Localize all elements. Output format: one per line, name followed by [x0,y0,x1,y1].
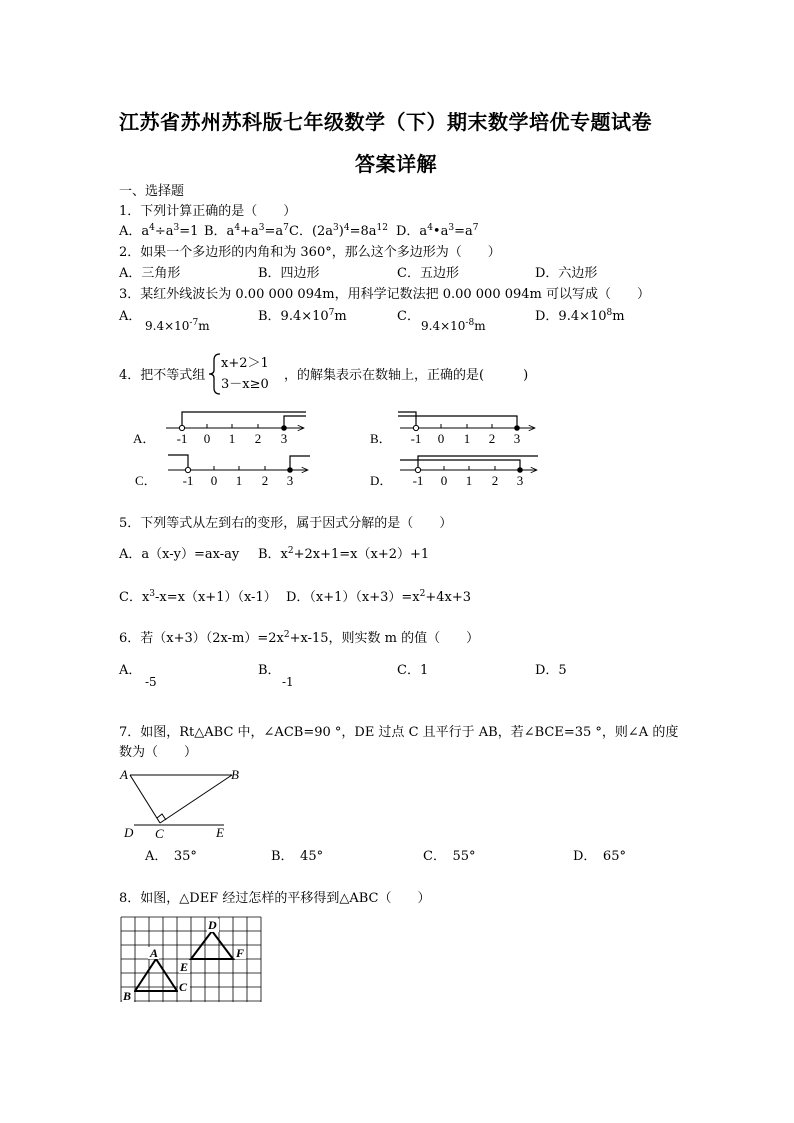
q5-option-d: D．$(x+1)(x+3)=x^2+4x+3$ [286,589,472,605]
q7-option-c: C． 55° [423,849,476,864]
q4-b-tick-2: 2 [488,431,496,446]
q4-number-lines [118,400,558,496]
section-heading: 一、选择题 [119,184,185,199]
q4-option-c-label: C． [135,473,157,488]
q4-c-tick--1: -1 [182,473,194,488]
document-subtitle: 答案详解 [355,152,437,176]
q8-point-d: D [208,918,217,932]
q6-option-c: C．1 [397,663,429,678]
q4-stem-prefix: 4．把不等式组 [119,368,206,383]
q8-point-e: E [180,960,189,974]
q1-option-c: C．$(2a^3)^4=8a^{12}$ [289,223,388,239]
q8-triangle-abc [135,959,177,991]
q4-b-tick-3: 3 [513,431,521,446]
q2-option-a: A．三角形 [119,266,181,281]
q8-point-b: B [123,989,132,1003]
q7-option-b: B． 45° [271,849,324,864]
q4-d-tick-0: 0 [440,473,448,488]
q2-option-b: B．四边形 [258,266,320,281]
q4-option-c [135,455,310,488]
q4-inequality-1: x+2＞1 [221,356,269,371]
q3-option-a-label: A． [119,309,142,324]
q4-c-tick-3: 3 [286,473,294,488]
q4-c-tick-0: 0 [210,473,218,488]
q7-point-e: E [216,825,224,840]
q2-stem: 2．如果一个多边形的内角和为 360°，那么这个多边形为（ ） [119,245,501,260]
q6-stem: 6．若$(x+3)(2x-m)=2x^2+x-15$，则实数 m 的值（ ） [119,630,480,646]
q4-d-tick-1: 1 [465,473,473,488]
q6-option-a-value: -5 [145,675,157,689]
q4-a-tick-2: 2 [254,431,262,446]
q4-a-tick-0: 0 [203,431,211,446]
q5-option-b: B．$x^2+2x+1=x(x+2)+1$ [258,546,430,562]
q7-point-d: D [124,825,134,840]
q4-option-d [370,456,538,488]
q7-point-b: B [231,767,239,782]
q7-option-a: A． 35° [145,849,197,864]
q4-a-tick-3: 3 [280,431,288,446]
q4-d-tick--1: -1 [412,473,424,488]
q6-option-d: D．5 [535,663,567,678]
q4-b-tick--1: -1 [410,431,422,446]
document-title: 江苏省苏州苏科版七年级数学（下）期末数学培优专题试卷 [119,110,652,134]
q4-b-tick-1: 1 [463,431,471,446]
q3-option-d: D．$9.4\times 10^8m$ [535,308,625,324]
q2-option-d: D．六边形 [535,266,598,281]
q7-stem-line-2: 数为（ ） [119,745,198,760]
q7-point-c: C [155,826,164,841]
q2-option-c: C．五边形 [397,266,459,281]
q4-d-tick-3: 3 [516,473,524,488]
q4-d-tick-2: 2 [491,473,499,488]
q3-stem: 3．某红外线波长为 0.00 000 094m，用科学记数法把 0.00 000 094m 可以写成（ ） [119,287,650,302]
q3-option-c-value: $9.4\times 10^{-8}m$ [421,318,486,333]
q1-option-a: A．$a^4\div a^3=1$ [119,223,199,239]
q4-inequality-2: 3－x≥0 [221,377,269,392]
q3-option-c-label: C． [397,309,420,324]
q8-point-a: A [150,946,159,960]
q6-option-b-label: B． [258,663,281,678]
q7-option-d: D． 65° [573,849,626,864]
q4-c-tick-1: 1 [235,473,243,488]
q4-a-tick-1: 1 [228,431,236,446]
q5-option-c: C．$x^3-x=x(x+1)(x-1)$ [119,589,277,605]
q5-stem: 5．下列等式从左到右的变形，属于因式分解的是（ ） [119,516,453,531]
q4-option-a-label: A． [133,431,156,446]
q1-stem: 1．下列计算正确的是（ ） [119,204,297,219]
q4-c-tick-2: 2 [261,473,269,488]
q4-a-tick--1: -1 [176,431,188,446]
q6-option-a-label: A． [119,663,142,678]
q8-stem: 8．如图，△DEF 经过怎样的平移得到△ABC（ ） [119,891,431,906]
q8-point-f: F [236,946,245,960]
q7-figure [112,764,240,842]
q7-stem-line-1: 7．如图，Rt△ABC 中，∠ACB=90 °，DE 过点 C 且平行于 AB，若∠BCE=35 °，则∠A 的度 [119,725,679,740]
q1-option-b: B．$a^4+a^3=a^7$ [204,223,289,239]
q7-point-a: A [120,767,128,782]
q4-option-b [370,412,535,446]
q8-point-c: C [179,980,188,994]
q4-option-b-label: B． [370,431,392,446]
q6-option-b-value: -1 [282,675,294,689]
q8-grid-figure [118,914,270,1006]
q4-option-d-label: D． [370,473,393,488]
q4-stem-suffix: ，的解集表示在数轴上，正确的是( ) [284,368,529,383]
q4-option-a [133,412,306,446]
q5-option-a: A．a（x-y）=ax-ay [119,547,240,562]
q1-option-d: D．$a^4•a^3=a^7$ [396,223,479,239]
q3-option-a-value: $9.4\times 10^{-7}m$ [145,318,210,333]
q3-option-b: B．$9.4\times 10^7m$ [258,308,347,324]
q4-b-tick-0: 0 [437,431,445,446]
